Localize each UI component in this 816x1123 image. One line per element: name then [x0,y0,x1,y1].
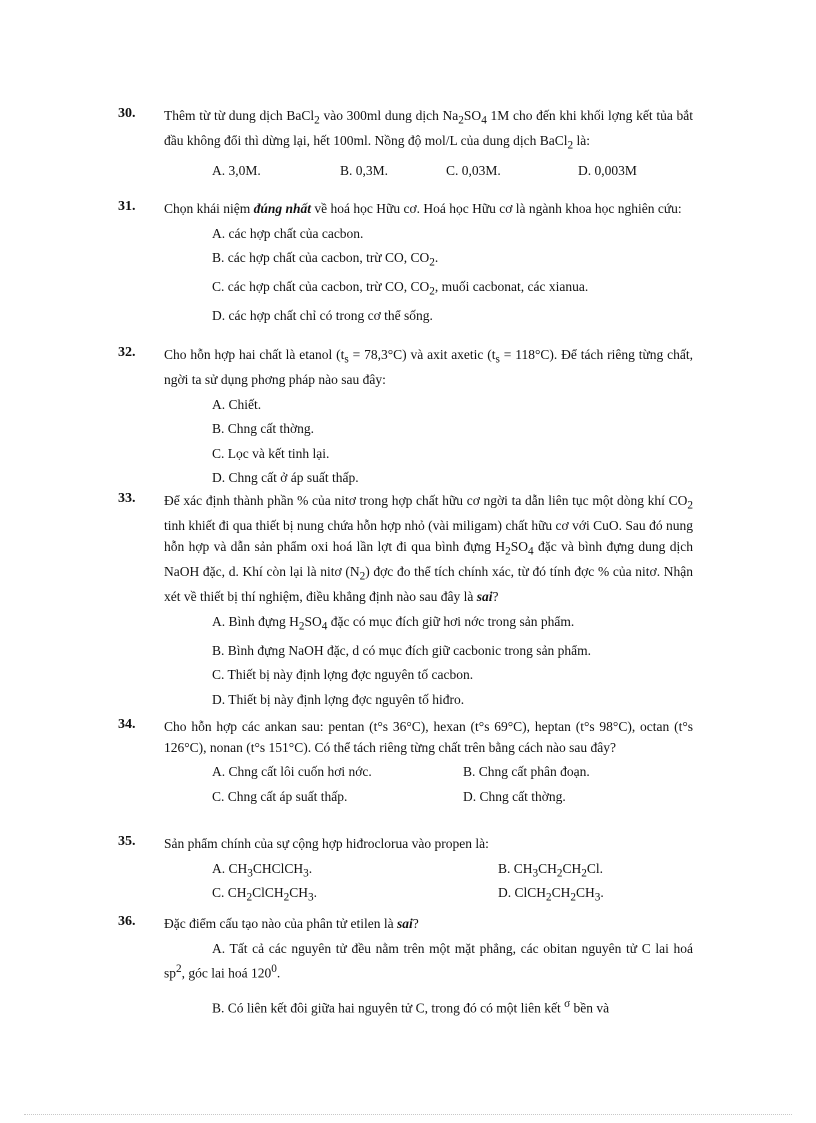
option-a[interactable]: A. các hợp chất của cacbon. [212,225,364,241]
option-d[interactable]: D. $ClCH_2CH_2CH_3$. [498,885,604,904]
options-row [118,760,693,785]
question-34 [118,717,693,809]
question-number: 35. [118,834,136,849]
options-row [118,881,693,906]
option-a[interactable]: A. $CH_3CHClCH_3$. [212,860,313,880]
option-b[interactable]: B. Chng cất thờng. [212,421,315,437]
options-list [212,393,693,491]
question-text: Để xác định thành phần % của nitơ trong hợp chất hữu cơ ngời ta dẫn liên tục một dòng khí $CO_2$ tinh khiết đi qua thiết bị nung chứa hỗn hợp nhỏ (vài miligam) chất hữu cơ với CuO. Sau đó nung hỗn hợp và dẫn sản phẩm oxi hoá lần lợt đi qua bình đựng $H_2SO_4$ đặc và bình đựng dung dịch NaOH đặc, d. Khí còn lại là nitơ $(N_2)$ đợc đo thể tích chính xác, từ đó tính đợc % của nitơ. Nhận xét về thiết bị thí nghiệm, điều khẳng định nào sau đây là sai? [164,493,693,605]
question-30 [118,106,693,184]
question-32 [118,345,693,491]
option-b[interactable]: B. Bình đựng NaOH đặc, d có mục đích giữ cacbonic trong sản phẩm. [212,642,592,658]
option-c[interactable]: C. Lọc và kết tinh lại. [212,445,330,461]
option-d[interactable]: D. các hợp chất chỉ có trong cơ thể sống. [212,308,433,324]
option-b[interactable]: B. các hợp chất của cacbon, trừ CO, $CO_2$. [212,250,439,269]
question-35 [118,834,693,906]
option-c[interactable]: C. Thiết bị này định lợng đợc nguyên tố cacbon. [212,667,474,683]
option-d[interactable]: D. 0,003M [578,163,637,179]
question-number: 32. [118,345,136,360]
option-c[interactable]: C. 0,03M. [446,163,501,179]
question-36 [118,914,693,1019]
options-list [212,610,693,713]
option-d[interactable]: D. Thiết bị này định lợng đợc nguyên tố hiđro. [212,691,465,707]
option-b[interactable]: B. Có liên kết đôi giữa hai nguyên tử C, trong đó có một liên kết $^\sigma$ bền và [212,998,610,1016]
page-bottom-divider [24,1114,792,1115]
option-a[interactable]: A. 3,0M. [212,163,261,179]
option-b[interactable]: B. $CH_3CH_2CH_2Cl$. [498,860,604,880]
question-number: 31. [118,199,136,214]
option-a[interactable]: A. Bình đựng $H_2SO_4$ đặc có mục đích giữ hơi nớc trong sản phẩm. [212,613,575,633]
options-list [212,222,693,329]
options-row [118,857,693,882]
question-number: 30. [118,106,136,121]
question-text: Đặc điểm cấu tạo nào của phân tử etilen là sai? [164,916,419,931]
question-33 [118,491,693,712]
question-number: 36. [118,914,136,929]
question-number: 33. [118,491,136,506]
option-b[interactable]: B. 0,3M. [340,163,389,179]
option-c[interactable]: C. $CH_2ClCH_2CH_3$. [212,885,318,904]
option-c[interactable]: C. Chng cất áp suất thấp. [212,788,348,804]
question-text: Cho hỗn hợp các ankan sau: pentan (t°s 36°C), hexan (t°s 69°C), heptan (t°s 98°C), octan (t°s 126°C), nonan (t°s 151°C). Có thể tách riêng từng chất trên bằng cách nào sau đây? [164,719,693,755]
question-31 [118,199,693,329]
option-a[interactable]: A. Tất cả các nguyên tử đều nằm trên một mặt phẳng, các obitan nguyên tử C lai hoá $sp^2$, góc lai hoá $120^0$. [164,940,693,981]
option-d[interactable]: D. Chng cất ở áp suất thấp. [212,470,359,486]
option-a[interactable]: A. Chng cất lôi cuốn hơi nớc. [212,764,372,779]
options-row [118,785,693,810]
option-d[interactable]: D. Chng cất thờng. [463,788,566,804]
option-b[interactable]: B. Chng cất phân đoạn. [463,764,590,779]
question-text: Sản phẩm chính của sự cộng hợp hiđroclorua vào propen là: [164,836,489,851]
options-row [118,159,693,184]
question-text: Thêm từ từ dung dịch BaCl$_2$ vào 300ml dung dịch $Na_2SO_4$ 1M cho đến khi khối lợng kết tủa bắt đầu không đổi thì dừng lại, hết 100ml. Nồng độ mol/L của dung dịch BaCl$_2$ là: [164,108,694,152]
question-text: Chọn khái niệm đúng nhất về hoá học Hữu cơ. Hoá học Hữu cơ là ngành khoa học nghiên cứu: [164,201,682,216]
question-text: Cho hỗn hợp hai chất là etanol $(t_s = 78,3^\circ C)$ và axit axetic $(t_s = 118^\circ C)$. Để tách riêng từng chất, ngời ta sử dụng phơng pháp nào sau đây: [164,347,693,388]
question-number: 34. [118,717,136,732]
option-c[interactable]: C. các hợp chất của cacbon, trừ CO, $CO_2$, muối cacbonat, các xianua. [212,279,589,298]
option-a[interactable]: A. Chiết. [212,396,262,412]
